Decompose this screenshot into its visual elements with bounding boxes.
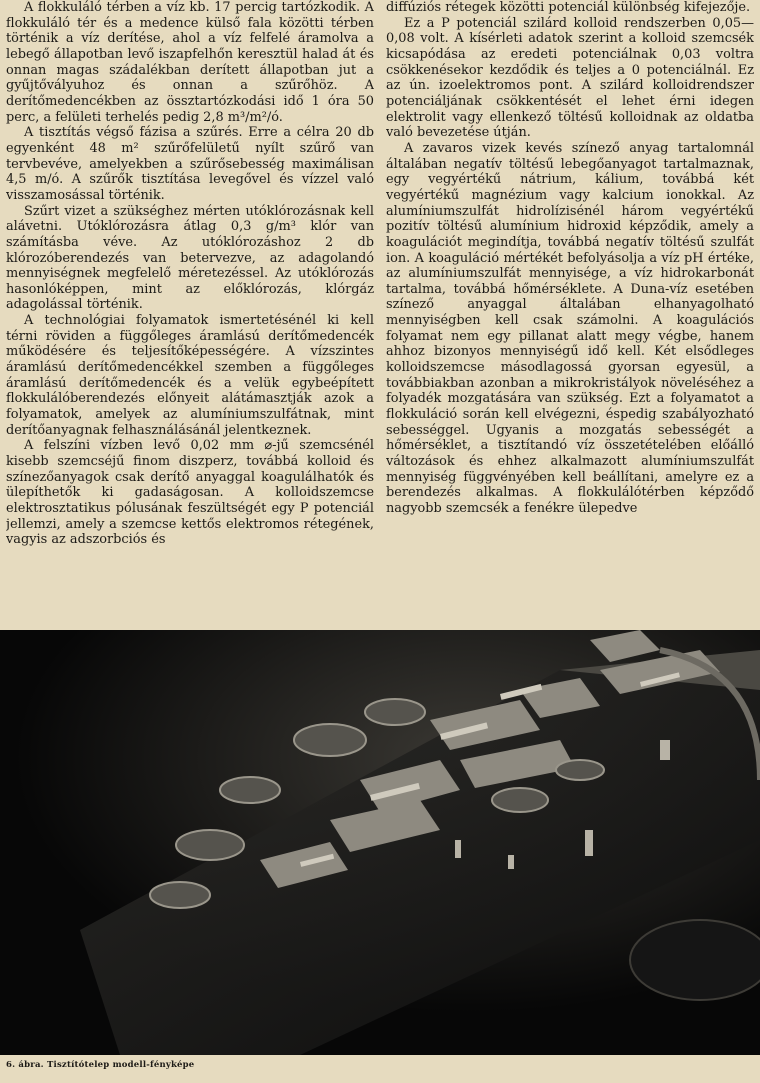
paragraph: A felszíni vízben levő 0,02 mm ⌀-jű szemcsénél kisebb szemcséjű finom diszperz, továbbá kolloid és színezőanyagok csak derítő anyaggal koagulálhatók és ülepíthetők ki gadaságosan. A kolloidszemcse elektrosztatikus pólusának feszültségét egy P potenciál jellemzi, amely a szemcse kettős elektromos rétegének, vagyis az adszorbciós és <box>6 438 374 548</box>
figure-caption: 6. ábra. Tisztítótelep modell-fényképe <box>6 1060 195 1070</box>
paragraph: A zavaros vizek kevés színező anyag tartalomnál általában negatív töltésű lebegőanyagot tartalmaznak, egy vegyértékű nátrium, kálium, továbbá két vegyértékű magnézium vagy kalcium ionokkal. Az alumíniumszulfát hidrolízisénél három vegyértékű pozitív töltésű alumínium hidroxid képződik, amely a koagulációt megindítja, továbbá negatív töltésű szulfát ion. A koaguláció mértékét befolyásolja a víz pH értéke, az alumíniumszulfát mennyisége, a víz hidrokarbonát tartalma, továbbá hőmérséklete. A Duna-víz esetében színező anyaggal általában elhanyagolható mennyiségben kell csak számolni. A koagulációs folyamat nem egy pillanat alatt megy végbe, hanem ahhoz bizonyos mennyiségű idő kell. Két elsődleges kolloidszemcse másodlagossá gyorsan egyesül, a továbbiakban azonban a mikrokristályok növeléséhez a folyadék mozgatására van szükség. Ezt a folyamatot a flokkuláció során kell elvégezni, éspedig szabályozható sebességgel. Ugyanis a mozgatás sebességét a hőmérséklet, a tisztítandó víz összetételében előálló változások és ehhez alkalmazott alumíniumszulfát mennyiség függvényében kell beállítani, amelyre ez a berendezés alkalmas. A flokkulálótérben képződő nagyobb szemcsék a fenékre ülepedve <box>386 140 754 516</box>
paragraph: Szűrt vizet a szükséghez mérten utóklórozásnak kell alávetni. Utóklórozásra átlag 0,3 g/m³ klór van számításba véve. Az utóklórozáshoz 2 db klórozóberendezés van betervezve, az adagolandó mennyiségnek megfelelő méretezéssel. Az utóklórozás hasonlóképpen, mint az előklórozás, klórgáz adagolással történik. <box>6 203 374 313</box>
paragraph: A flokkuláló térben a víz kb. 17 percig tartózkodik. A flokkuláló tér és a medence külső fala közötti térben történik a víz derítése, ahol a víz felfelé áramolva a lebegő állapotban levő iszapfelhőn keresztül halad át és onnan magas szádalékban derített állapotban jut a gyűjtővályuhoz és onnan a szűrőhöz. A derítőmedencékben az össztartózkodási idő 1 óra 50 perc, a felületi terhelés pedig 2,8 m³/m²/ó. <box>6 0 374 125</box>
paragraph: Ez a P potenciál szilárd kolloid rendszerben 0,05—0,08 volt. A kísérleti adatok szerint a kolloid szemcsék kicsapódása az eredeti potenciálnak 0,03 voltra csökkenésekor kezdődik és teljes a 0 potenciálnál. Ez az ún. izoelektromos pont. A szilárd kolloidrendszer potenciáljának csökkentését el lehet érni idegen elektrolit vagy ellenkező töltésű kolloidnak az oldatba való bevezetése útján. <box>386 15 754 141</box>
paragraph: diffúziós rétegek közötti potenciál különbség kifejezője. <box>386 0 751 15</box>
right-column <box>386 0 754 628</box>
text-columns <box>6 0 754 628</box>
left-column <box>6 0 374 628</box>
model-photograph <box>0 630 760 1055</box>
paragraph: A tisztítás végső fázisa a szűrés. Erre a célra 20 db egyenként 48 m² szűrőfelületű nyílt szűrő van tervbevéve, amelyekben a szűrősebesség maximálisan 4,5 m/ó. A szűrők tisztítása levegővel és vízzel való visszamosással történik. <box>6 125 374 203</box>
model-photo-illustration <box>0 630 760 1055</box>
paragraph: A technológiai folyamatok ismertetésénél ki kell térni röviden a függőleges áramlású derítőmedencék működésére és teljesítőképességére. A vízszintes áramlású derítőmedencékkel szemben a függőleges áramlású derítőmedencék és a velük egybeépített flokkulálóberendezés előnyeit alátámasztják azok a folyamatok, amelyek az alumíniumszulfátnak, mint derítőanyagnak felhasználásánál jelentkeznek. <box>6 313 374 438</box>
